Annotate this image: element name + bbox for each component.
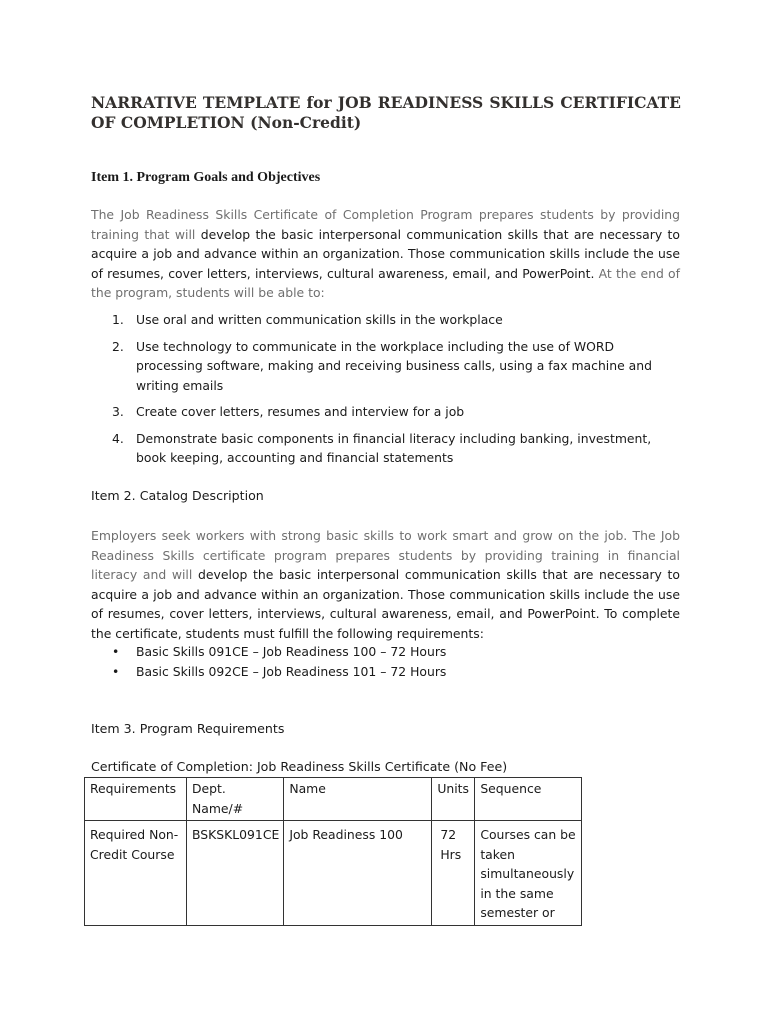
list-item bbox=[112, 337, 680, 396]
objectives-list bbox=[112, 310, 680, 475]
document-title: NARRATIVE TEMPLATE for JOB READINESS SKILLS CERTIFICATE OF COMPLETION (Non-Credit) bbox=[91, 93, 681, 132]
list-number: 4. bbox=[112, 430, 124, 446]
item1-para-intro: The Job Readiness Skills Certificate of Completion Program prepares students by providing training that will bbox=[91, 207, 680, 242]
list-number: 3. bbox=[112, 404, 124, 419]
cell-sequence: Courses can be taken simultaneously in the same semester or bbox=[475, 821, 582, 926]
header-requirements: Requirements bbox=[85, 778, 187, 821]
list-item bbox=[112, 310, 680, 330]
cell-dept: BSKSKL091CE bbox=[187, 821, 284, 926]
certificate-line: Certificate of Completion: Job Readiness Skills Certificate (No Fee) bbox=[91, 759, 508, 774]
header-name: Name bbox=[284, 778, 432, 821]
list-text: Use oral and written communication skills in the workplace bbox=[136, 312, 503, 327]
cell-name: Job Readiness 100 bbox=[284, 821, 432, 926]
list-number: 1. bbox=[112, 312, 124, 327]
cell-units: 72 Hrs bbox=[432, 821, 475, 926]
item2-paragraph bbox=[91, 526, 680, 643]
list-text: Demonstrate basic components in financial literacy including banking, investment, book keeping, accounting and financial statements bbox=[136, 430, 652, 465]
header-units: Units bbox=[432, 778, 475, 821]
item1-paragraph bbox=[91, 205, 680, 303]
list-text: Basic Skills 091CE – Job Readiness 100 – 72 Hours bbox=[136, 644, 447, 659]
item2-heading: Item 2. Catalog Description bbox=[91, 488, 264, 503]
header-dept: Dept. Name/# bbox=[187, 778, 284, 821]
list-item bbox=[112, 429, 680, 468]
list-text: Use technology to communicate in the workplace including the use of WORD processing software, making and receiving business calls, using a fax machine and writing emails bbox=[136, 338, 652, 393]
list-number: 2. bbox=[112, 338, 124, 354]
bullet-icon: • bbox=[112, 644, 120, 659]
requirements-bullet-list bbox=[112, 642, 446, 681]
item3-heading: Item 3. Program Requirements bbox=[91, 721, 285, 736]
list-text: Basic Skills 092CE – Job Readiness 101 – 72 Hours bbox=[136, 663, 447, 679]
cell-requirements: Required Non-Credit Course bbox=[85, 821, 187, 926]
list-item bbox=[112, 662, 446, 682]
item2-para-main: develop the basic interpersonal communication skills that are necessary to acquire a job and advance within an organization. Those communication skills include the use of resumes, cover letters, interviews, cultural awareness, email, and PowerPoint. To complete the certificate, students must fulfill the following requirements: bbox=[91, 567, 680, 641]
table-header-row bbox=[85, 778, 582, 821]
item1-heading: Item 1. Program Goals and Objectives bbox=[91, 170, 321, 185]
header-sequence: Sequence bbox=[475, 778, 582, 821]
list-item bbox=[112, 402, 680, 422]
list-item bbox=[112, 642, 446, 662]
requirements-table bbox=[84, 777, 582, 926]
item1-para-end: At the end of the program, students will be able to: bbox=[91, 265, 680, 300]
bullet-icon: • bbox=[112, 663, 120, 679]
list-text: Create cover letters, resumes and interview for a job bbox=[136, 404, 465, 419]
item1-para-main: develop the basic interpersonal communication skills that are necessary to acquire a job and advance within an organization. Those communication skills include the use of resumes, cover letters, interviews, cultural awareness, email, and PowerPoint. bbox=[91, 226, 680, 281]
table-row bbox=[85, 821, 582, 926]
item2-para-intro: Employers seek workers with strong basic skills to work smart and grow on the job. The Job Readiness Skills certificate program prepares students by providing training in financial literacy and will bbox=[91, 528, 680, 582]
